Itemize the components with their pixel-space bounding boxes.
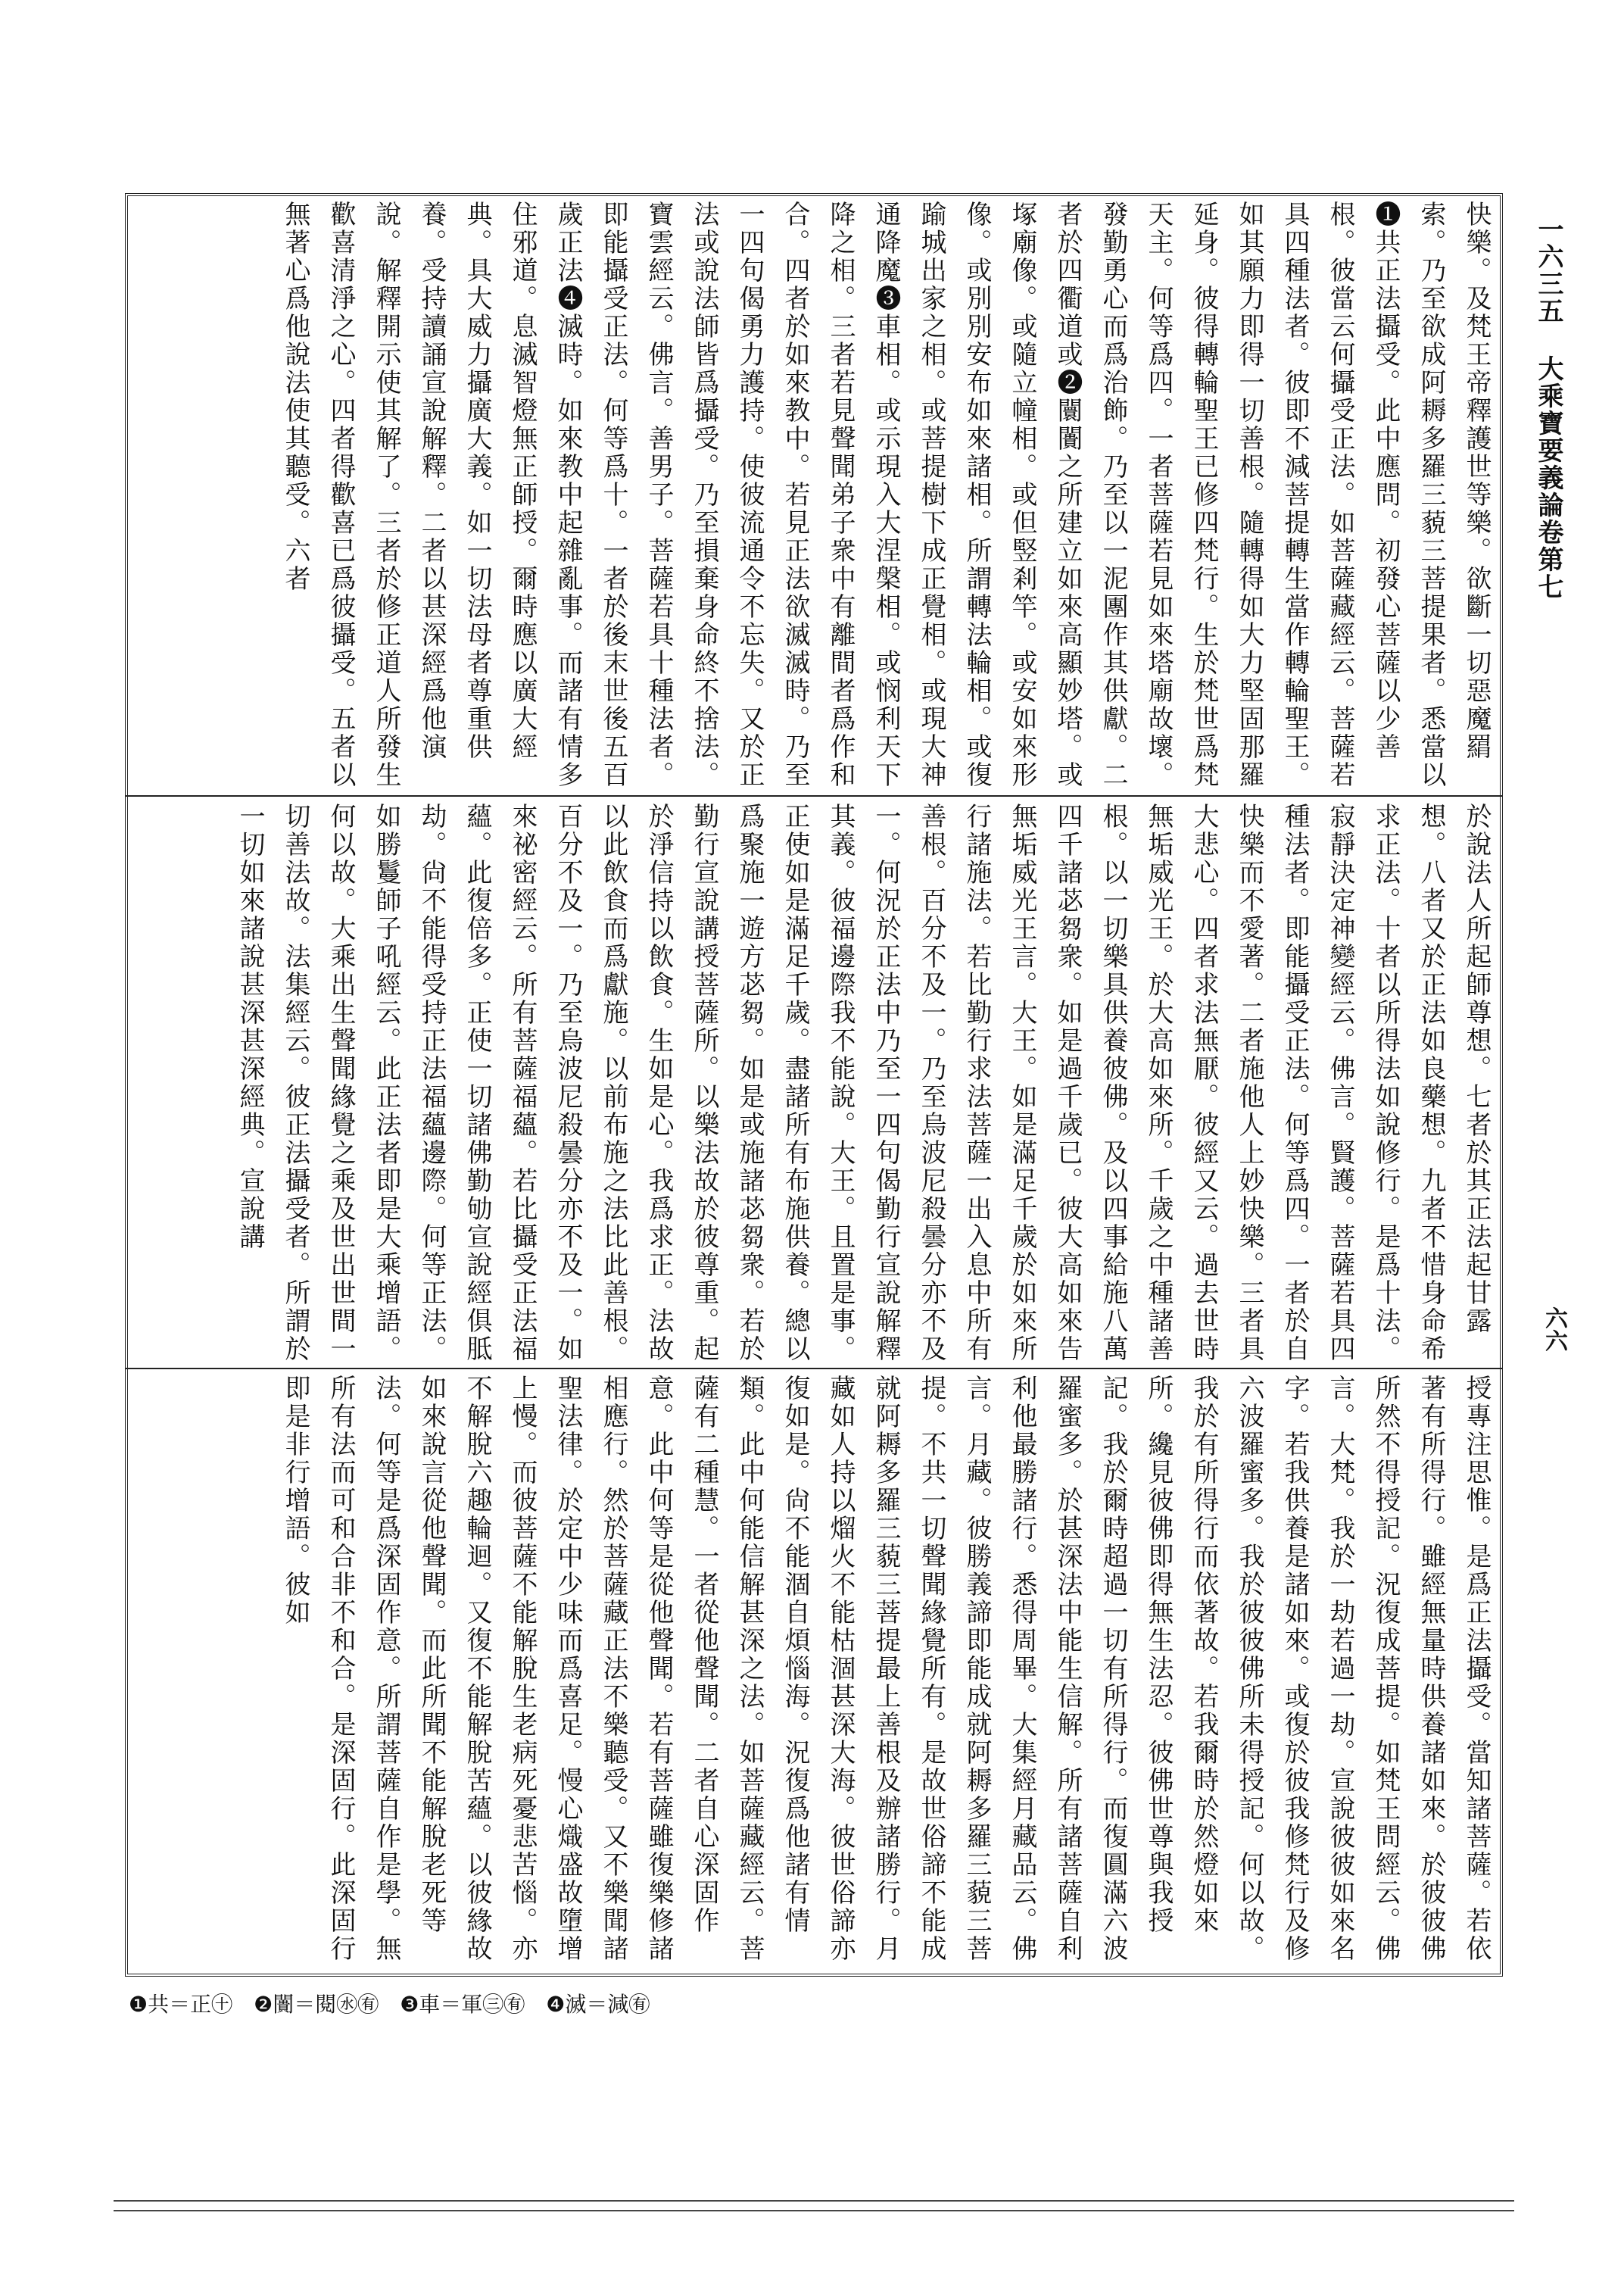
collation-notes: ❶共＝正㊉ ❷闠＝閱㊌㊒ ❸車＝軍㊂㊒ ❹滅＝減㊒ [129,1992,650,2017]
register-divider [125,795,1503,797]
register-text: 於說法人所起師尊想。七者於其正法起甘露想。八者又於正法如良藥想。九者不惜身命希求正法。十者以所得法如說修行。是爲十法。寂靜決定神變經云。佛言。賢護。菩薩若具四種法者。即能攝受正法。何等爲四。一者於自快樂而不愛著。二者施他人上妙快樂。三者具大悲心。四者求法無厭。彼經又云。過去世時無垢威光王。於大高如來所。千歲之中種諸善根。以一切樂具供養彼佛。及以四事給施八萬四千諸苾芻衆。如是過千歲已。彼大高如來告無垢威光王言。大王。如是滿足千歲於如來所行諸施法。若比勤行求法菩薩一出入息中所有善根。百分不及一。乃至烏波尼殺曇分亦不及一。何況於正法中乃至一四句偈勤行宣說解釋其義。彼福邊際我不能說。大王。且置是事。正使如是滿足千歲。盡諸所有布施供養。總以爲聚施一遊方苾芻。如是或施諸苾芻衆。若於勤行宣說講授菩薩所。以樂法故於彼尊重。起於淨信持以飲食。生如是心。我爲求正。法故以此飲食而爲獻施。以前布施之法比此善根。百分不及一。乃至烏波尼殺曇分亦不及一。如來祕密經云。所有菩薩福蘊。若比攝受正法福蘊。此復倍多。正使一切諸佛勤劬宣說經俱胝劫。尙不能得受持正法福蘊邊際。何等正法。如勝鬘師子吼經云。此正法者即是大乘增語。何以故。大乘出生聲聞緣覺之乘及世出世間一切善法故。法集經云。彼正法攝受者。所謂於一切如來諸說甚深甚深經典。宣說講 [235,803,1492,1363]
volume-title: 大乘寶要義論卷第七 [1533,355,1563,601]
bottom-rule [114,2200,1514,2202]
register-text: 授專注思惟。是爲正法攝受。當知諸菩薩。若依著有所得行。雖經無量時供養諸如來。於彼彼佛所然不得授記。況復成菩提。如梵王問經云。佛言。大梵。我於一劫若過一劫。宣說彼彼如來名字。若我供養是諸如來。或復於彼我修梵行及修六波羅蜜多。我於彼彼佛所未得授記。何以故。我於有所得行而依著故。若我爾時於然燈如來所。纔見彼佛即得無生法忍。彼佛世尊與我授記。我於爾時超過一切有所得行。而復圓滿六波羅蜜多。於甚深法中能生信解。所有諸菩薩自利利他最勝諸行。悉得周畢。大集經月藏品云。佛言。月藏。彼勝義諦即能成就阿耨多羅三藐三菩提。不共一切聲聞緣覺所有。是故世俗諦不能成就阿耨多羅三藐三菩提最上善根及辦諸勝行。月藏如人持以熘火不能枯涸甚深大海。彼世俗諦亦復如是。尙不能涸自煩惱海。況復爲他諸有情類。此中何能信解甚深之法。如菩薩藏經云。菩薩有二種慧。一者從他聲聞。二者自心深固作意。此中何等是從他聲聞。若有菩薩雖復樂修諸相應行。然於菩薩藏正法不樂聽受。又不樂聞諸聖法律。於定中少味而爲喜足。慢心熾盛故墮增上慢。而彼菩薩不能解脫生老病死憂悲苦惱。亦不解脫六趣輪迴。又復不能解脫苦蘊。以彼緣故如來說言從他聲聞。而此所聞不能解脫老死等法。何等是爲深固作意。所謂菩薩自作是學。無所有法而可和合非不和合。是深固行。此深固行即是非行增語。彼如 [280,1375,1492,1963]
text-register-top [132,201,1499,791]
text-register-middle [132,803,1499,1363]
running-head [1510,216,1567,1397]
text-register-bottom [132,1375,1499,1973]
folio-marker: 六六 [1541,1306,1567,1352]
bottom-rule [114,2210,1514,2211]
page-number: 一六三五 [1533,216,1563,325]
register-divider [125,1368,1503,1369]
register-text: 快樂。及梵王帝釋護世等樂。欲斷一切惡魔羂索。乃至欲成阿耨多羅三藐三菩提果者。悉當以❶共正法攝受。此中應問。初發心菩薩以少善根。彼當云何攝受正法。如菩薩藏經云。菩薩若具四種法者。彼即不減菩提轉生當作轉輪聖王。如其願力即得一切善根。隨轉得如大力堅固那羅延身。彼得轉輪聖王已修四梵行。生於梵世爲梵天主。何等爲四。一者菩薩若見如來塔廟故壞。發勤勇心而爲治飾。乃至以一泥團作其供獻。二者於四衢道或❷闤闠之所建立如來高顯妙塔。或塚廟像。或隨立幢相。或但竪剎竿。或安如來形像。或別別安布如來諸相。所謂轉法輪相。或復踰城出家之相。或菩提樹下成正覺相。或現大神通降魔❸車相。或示現入大涅槃相。或悯利天下降之相。三者若見聲聞弟子衆中有離間者爲作和合。四者於如來教中。若見正法欲滅滅時。乃至一四句偈勇力護持。使彼流通令不忘失。又於正法或說法師皆爲攝受。乃至損棄身命終不捨法。寶雲經云。佛言。善男子。菩薩若具十種法者。即能攝受正法。何等爲十。一者於後末世後五百歲正法❹滅時。如來教中起雜亂事。而諸有情多住邪道。息滅智燈無正師授。爾時應以廣大經典。具大威力攝廣大義。如一切法母者尊重供養。受持讀誦宣說解釋。二者以甚深經爲他演說。解釋開示使其解了。三者於修正道人所發生歡喜清淨之心。四者得歡喜已爲彼攝受。五者以無著心爲他說法使其聽受。六者 [280,201,1492,789]
